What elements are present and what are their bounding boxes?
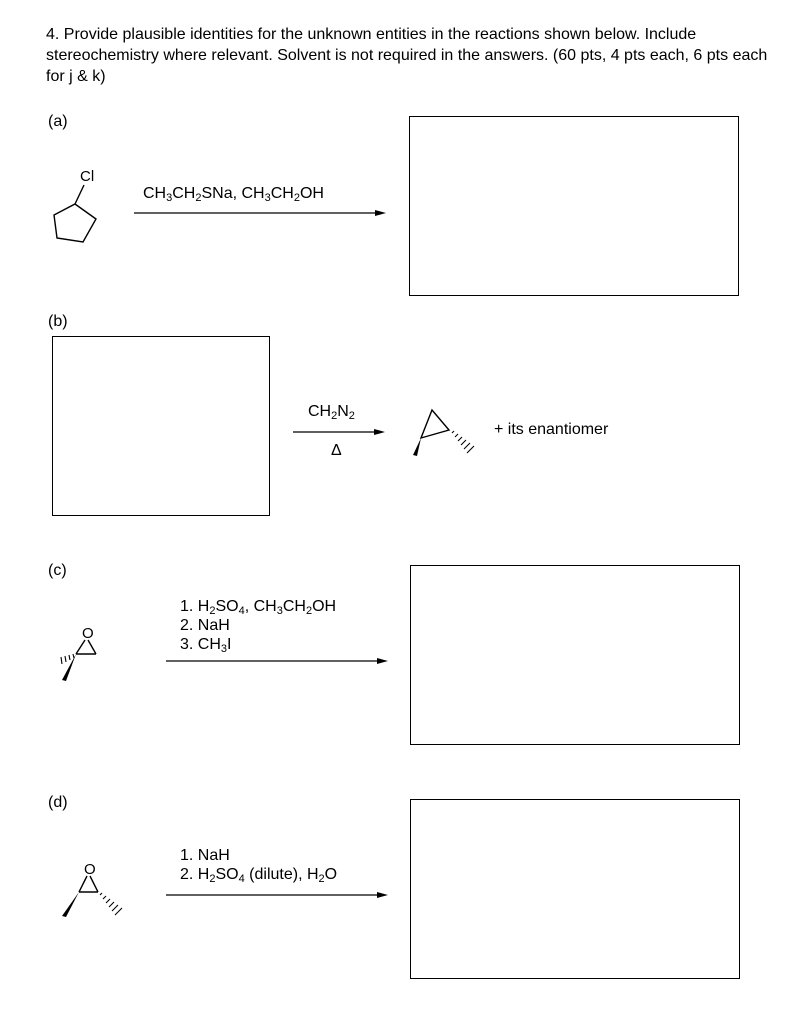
part-b-enantiomer-note: + its enantiomer	[494, 421, 609, 438]
part-b-reagent-above: $CH_2N_2$	[308, 403, 355, 422]
part-b-label: (b)	[48, 313, 68, 330]
part-c-answer-box[interactable]	[410, 565, 740, 745]
part-d-reaction-arrow	[166, 889, 388, 901]
part-b-reagent-below: Δ	[331, 442, 342, 459]
part-c-reagents: 1. $H_2SO_4$, $CH_3CH_2OH$ 2. NaH 3. $CH_3I$	[180, 598, 337, 655]
part-b-answer-box[interactable]	[52, 336, 270, 516]
part-a-reaction-arrow	[134, 207, 386, 219]
part-b-reaction-arrow	[293, 426, 385, 438]
part-d-label: (d)	[48, 794, 68, 811]
part-d-answer-box[interactable]	[410, 799, 740, 979]
part-d-epoxide	[52, 858, 132, 938]
part-a-label: (a)	[48, 113, 68, 130]
part-c-oxygen-label: O	[82, 625, 94, 642]
part-c-reaction-arrow	[166, 655, 388, 667]
part-c-label: (c)	[48, 562, 67, 579]
part-d-oxygen-label: O	[84, 861, 96, 878]
part-d-reagents: 1. NaH 2. $H_2SO_4$ (dilute), $H_2O$	[180, 847, 338, 885]
question-text: 4. Provide plausible identities for the unknown entities in the reactions shown below. Include stereochemistry where relevant. Solvent is not required in the answers. (60 pts, 4 pts each, 6 pts each for j & k)	[46, 26, 768, 85]
part-c-epoxide	[50, 622, 120, 692]
part-a-cl-label: Cl	[80, 168, 95, 185]
part-a-chlorocyclopentane	[44, 165, 104, 245]
part-a-answer-box[interactable]	[409, 116, 739, 296]
part-b-cyclopropane-product	[405, 400, 485, 470]
part-a-reagent: $CH_3CH_2SNa$, $CH_3CH_2OH$	[143, 185, 324, 204]
